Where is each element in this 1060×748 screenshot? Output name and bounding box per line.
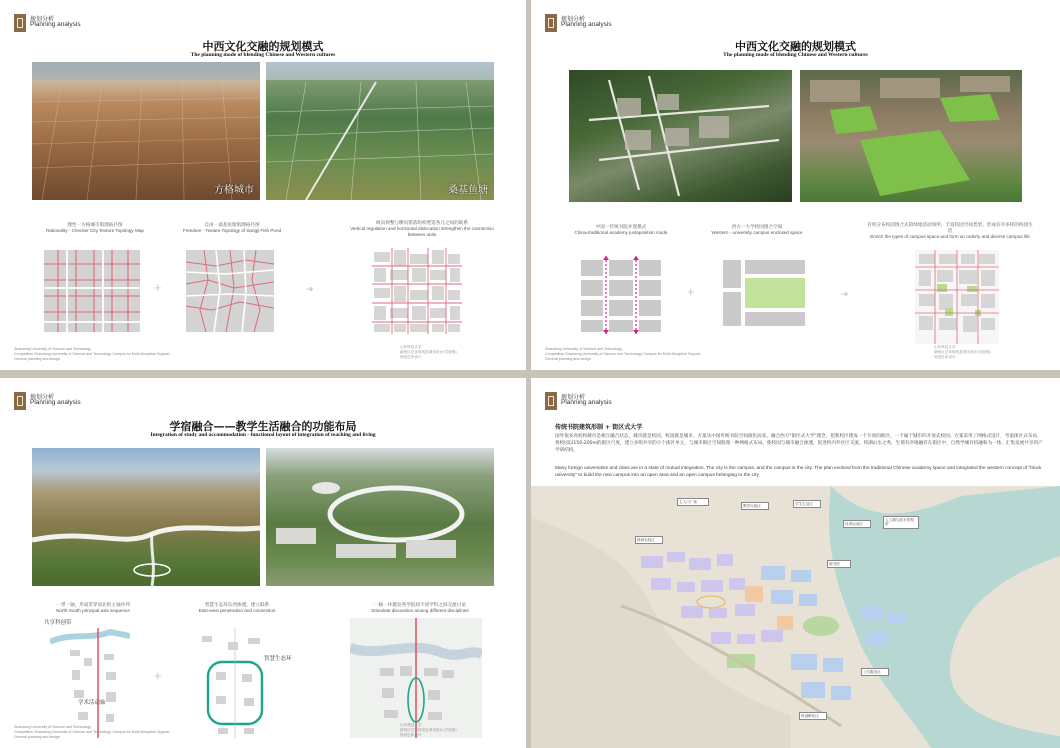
section-label-cn: 规划分析 [30, 16, 55, 23]
diagram-grid-topology [44, 250, 140, 332]
diagram-pond-topology [186, 250, 274, 332]
diagram-eco-ring [198, 628, 272, 738]
body-text-cn: 国外很多高校和城市是相互融合状态，城市就是校园，校园就是城市。方案从中国传统书院空间演化而来，融合西方"街区式大学"理念，把新校区建成一个开放的街区、一个属于城市的开放式校园。方案采用了网格式设计，考虑街区式布局，将校园以150-200m的街区尺度，建立多组共享的小个街区单元，与城市街区空间肌理一种网格式布局，使校园与城市融合渗透，促进校内外社区交流，将湖山水之秀，生情有序地融有在街区中，自然学城有机融和为一体，汇集发展共享的产学研结构。 [555, 434, 1043, 453]
diagram-caption-3 [340, 602, 500, 614]
page-subtitle: The planning mode of blending Chinese and Western cultures [723, 52, 868, 58]
logo-seal-icon [545, 392, 557, 410]
map-label: 学生生活区 [793, 500, 821, 508]
map-label: 教学行政区 [741, 502, 769, 510]
section-label-cn: 规划分析 [561, 16, 586, 23]
footer-left: Shandong University of Science and Technology Competition Shandong University of Science and Technology Campus for Multi-Discipline Support General planning and design [14, 725, 170, 740]
page-block-university [531, 378, 1060, 748]
map-label: 主入口广场 [677, 498, 709, 506]
logo-seal-icon [14, 14, 26, 32]
page-subtitle: The planning mode of blending Chinese and Western cultures [190, 52, 336, 58]
diagram-caption-en: China-traditional academy juxtaposition mode [574, 230, 668, 236]
diagram-caption-cn: 智慧生态环东西渗透，建立联系 [204, 602, 270, 607]
diagram-caption-en: North-South principal axis sequence [56, 608, 130, 614]
diagram-caption-3 [346, 220, 498, 239]
page-functional-layout [0, 378, 526, 748]
map-label: 公共服务区 [861, 668, 889, 676]
map-label: 人工湖与滨水景观带 [883, 516, 919, 529]
diagram-combined-topology [372, 248, 462, 334]
diagram-caption-2 [697, 224, 817, 236]
diagram-campus-plan [915, 250, 999, 344]
photo-campus-ring [266, 448, 494, 586]
diagram-caption-cn: 西方一大学校园围合空间 [731, 224, 783, 229]
plus-icon: + [154, 668, 162, 683]
map-label: 体育运动区 [843, 520, 871, 528]
footer-left: Shandong University of Science and Technology Competition Shandong University of Science and Technology Campus for Multi-Discipline Support General planning and design [14, 347, 170, 362]
section-label-en: Planning analysis [561, 21, 612, 28]
photo-western-campus [800, 70, 1022, 202]
diagram-caption-en: Vertical regulation and horizontal dislocation strengthen the connection between units [350, 226, 494, 238]
diagram-caption-en: Rationality - Checker City Texture Topology Map [46, 228, 144, 234]
footer-right: 山东科技大学 新校区总体规划及城市设计(学府版) 规划总体设计 [934, 345, 991, 360]
footer-right: 山东科技大学 新校区总体规划及城市设计(学府版) 规划总体设计 [400, 723, 457, 738]
arrow-right-icon: ➜ [841, 290, 849, 300]
plus-icon: + [154, 280, 162, 295]
diagram-caption-cn: 一轴一环激发各学院间不同学科之间交流讨论 [374, 602, 466, 607]
diagram-caption-1 [28, 602, 158, 614]
plus-icon: + [687, 284, 695, 299]
diagram-caption-en: East-west penetration and connection [198, 608, 276, 614]
footer-left: Shandong University of Science and Technology Competition Shandong University of Science and Technology Campus for Multi-Discipline Support General planning and design [545, 347, 701, 362]
diagram-juxtaposition [581, 256, 661, 334]
map-label: 图书馆 [827, 560, 851, 568]
label-smart-eco-ring: 智慧生态环 [264, 656, 292, 662]
diagram-caption-cn: 理性一方格城市肌理拓扑图 [67, 222, 123, 227]
section-label-en: Planning analysis [561, 399, 612, 406]
diagram-caption-cn: 中国一传统书院并置模式 [595, 224, 647, 229]
logo-seal-icon [545, 14, 557, 32]
diagram-caption-en: Enrich the types of campus space and form an orderly and diverse campus life [870, 234, 1030, 240]
diagram-caption-cn: 一带一轴，形成贯穿南北的主轴序列 [56, 602, 130, 607]
label-shared-innovation-belt: 共享科创带 [44, 620, 72, 626]
photo-mulberry-fish-pond [266, 62, 494, 200]
diagram-caption-en: Stimulate discussion among different disciplines [371, 608, 469, 614]
diagram-caption-3 [867, 222, 1033, 241]
diagram-axis-sequence [50, 628, 130, 738]
photo-campus-axis [32, 448, 260, 586]
section-label-cn: 规划分析 [30, 394, 55, 401]
diagram-caption-en: Freedom - Texture Topology of Sangji Fish Pond [182, 228, 282, 234]
diagram-caption-cn: 有机分布校园围合式的绿地活动场所，丰富校园空间类型、形成有序多样的校园生活 [867, 222, 1033, 234]
page-title: 中西文化交融的规划模式 [202, 40, 324, 53]
footer-right: 山东科技大学 新校区总体规划及城市设计(学府版) 规划总体设计 [400, 345, 457, 360]
page-blending-cultures-1 [0, 0, 526, 370]
page-blending-cultures-2 [531, 0, 1060, 370]
section-label-cn: 规划分析 [561, 394, 586, 401]
page-title: 学宿融合——教学生活融合的功能布局 [169, 420, 357, 433]
diagram-axis-ring-combined [350, 618, 482, 738]
page-subtitle: Integration of study and accommodation - functional layout of integration of teaching and living [150, 432, 376, 438]
arrow-right-icon: ➜ [306, 285, 314, 295]
photo-chinese-academy [569, 70, 792, 202]
section-heading: 传统书院建筑形制 + 街区式大学 [555, 424, 643, 431]
photo-label-grid-city: 方格城市 [214, 185, 254, 196]
label-academic-axis: 学术活动轴 [78, 700, 106, 706]
section-label-en: Planning analysis [30, 21, 81, 28]
map-label: 科研实验区 [635, 536, 663, 544]
diagram-enclosed-space [723, 260, 805, 326]
diagram-caption-2 [172, 602, 302, 614]
body-text-en: Many foreign universities and cities are in a state of mutual integration. The city is the campus, and the campus is the city. The plan evolved from the traditional Chinese academy space and integrated the western concept of "block university" to build the new campus into an open area and an open campus belonging to the city [555, 466, 1042, 478]
section-label-en: Planning analysis [30, 399, 81, 406]
logo-seal-icon [14, 392, 26, 410]
page-title: 中西文化交融的规划模式 [735, 40, 856, 53]
diagram-caption-1 [30, 222, 160, 234]
masterplan-aerial-map [531, 486, 1060, 748]
photo-grid-city [32, 62, 260, 200]
photo-label-fish-pond: 桑基鱼塘 [448, 185, 488, 196]
diagram-caption-1 [561, 224, 681, 236]
diagram-caption-en: Western - university campus enclosed space [711, 230, 803, 236]
diagram-caption-cn: 纵向规整与横向错落组构塑造各元之间的联系 [376, 220, 468, 225]
diagram-caption-2 [172, 222, 292, 234]
map-label: 科创孵化区 [799, 712, 827, 720]
diagram-caption-cn: 自由一桑基鱼塘肌理拓扑图 [204, 222, 260, 227]
